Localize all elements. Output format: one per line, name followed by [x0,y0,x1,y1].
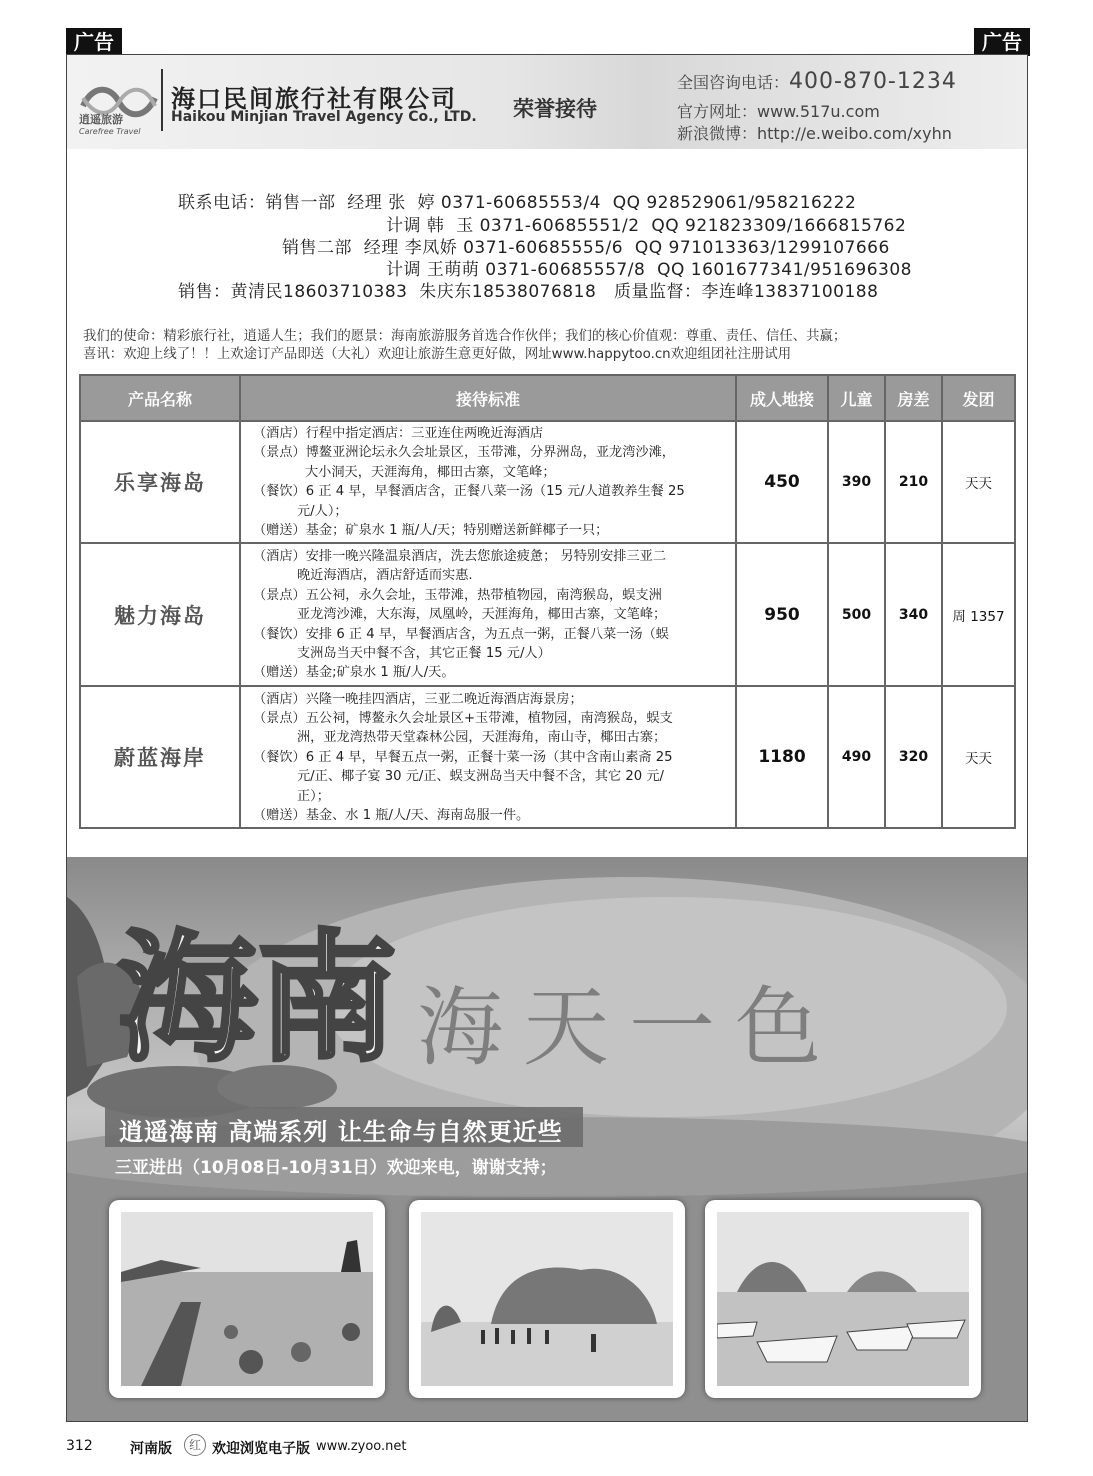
agency-name-cn: 海口民间旅行社有限公司 [171,85,457,113]
ad-label-left: 广告 [66,28,122,56]
product-name: 蔚蓝海岸 [80,686,240,828]
product-table [79,374,1016,829]
website: 官方网址：www.517u.com [677,102,880,121]
photo-boats-thumbnail [705,1200,981,1398]
product-description [240,421,736,543]
departure-schedule: 周 1357 [942,543,1015,686]
header-child-price: 儿童 [828,375,885,421]
header-room-diff: 房差 [885,375,942,421]
desc-line: （酒店）安排一晚兴隆温泉酒店，洗去您旅途疲惫； 另特别安排三亚二 [253,549,667,565]
page-number: 312 [66,1438,93,1454]
photo-coast-thumbnail [109,1200,385,1398]
photo-rocks-thumbnail [409,1200,685,1398]
desc-line: 洲，亚龙湾热带天堂森林公园，天涯海角，南山寺，椰田古寨； [297,730,667,746]
promo-dates: 三亚进出（10月08日-10月31日）欢迎来电，谢谢支持； [115,1158,557,1178]
adult-price: 950 [736,543,828,686]
header-product-name: 产品名称 [80,375,240,421]
child-price: 490 [828,686,885,828]
desc-line: （景点）五公祠，永久会址，玉带滩，热带植物园，南湾猴岛，蜈支洲 [253,587,662,603]
contact-line: 销售二部 经理 李凤娇 0371-60685555/6 QQ 971013363/1299107666 [282,238,890,258]
contact-line: 计调 王萌萌 0371-60685557/8 QQ 1601677341/951696308 [386,260,912,280]
desc-line: 正）； [297,788,330,804]
header-adult-price: 成人地接 [736,375,828,421]
edition-label: 河南版 [130,1441,172,1457]
table-row [80,421,1015,543]
mission-statement: 我们的使命：精彩旅行社，逍遥人生；我们的愿景：海南旅游服务首选合作伙伴；我们的核心价值观：尊重、责任、信任、共赢； [83,329,847,344]
desc-line: （赠送）基金、水 1 瓶/人/天、海南岛服一件。 [253,807,530,823]
desc-line: 元/人）； [297,503,348,519]
contact-line: 销售：黄清民18603710383 朱庆东18538076818 质量监督：李连峰13837100188 [178,282,879,302]
news-line: 喜讯：欢迎上线了！！上欢途订产品即送（大礼）欢迎让旅游生意更好做，网址www.happytoo.cn欢迎组团社注册试用 [83,347,792,362]
desc-line: 支洲岛当天中餐不含，其它正餐 15 元/人） [297,646,551,662]
logo-english-name: Carefree Travel [79,127,141,136]
desc-line: （餐饮）6 正 4 早，早餐酒店含，正餐八菜一汤（15 元/人道教养生餐 25 [253,484,685,500]
room-difference: 320 [885,686,942,828]
agency-name-en: Haikou Minjian Travel Agency Co., LTD. [171,109,477,125]
rock-inscription: 海天一色 [417,978,841,1078]
room-difference: 340 [885,543,942,686]
product-name: 乐享海岛 [80,421,240,543]
desc-line: （景点）五公祠，博鳌永久会址景区+玉带滩，植物园，南湾猴岛，蜈支 [253,710,673,726]
desc-line: （景点）博鳌亚洲论坛永久会址景区，玉带滩，分界洲岛，亚龙湾沙滩， [253,445,675,461]
footer-website-link[interactable]: www.zyoo.net [316,1439,407,1454]
product-name: 魅力海岛 [80,543,240,686]
contact-line: 计调 韩 玉 0371-60685551/2 QQ 921823309/1666815762 [386,216,907,236]
ad-label-right: 广告 [974,28,1030,56]
product-description [240,686,736,828]
desc-line: 大小洞天，天涯海角，椰田古寨，文笔峰； [305,464,556,480]
departure-schedule: 天天 [942,421,1015,543]
desc-line: 晚近海酒店，酒店舒适而实惠. [297,568,473,584]
agency-banner [67,55,1027,149]
hotline [677,69,957,94]
hotline-number: 400-870-1234 [789,69,957,94]
desc-line: （酒店）兴隆一晚挂四酒店，三亚二晚近海酒店海景房； [253,691,583,707]
child-price: 390 [828,421,885,543]
contact-line: 联系电话：销售一部 经理 张 婷 0371-60685553/4 QQ 928529061/958216222 [178,193,857,213]
desc-line: （餐饮）6 正 4 早，早餐五点一粥，正餐十菜一汤（其中含南山素斋 25 [253,749,673,765]
room-difference: 210 [885,421,942,543]
promo-slogan: 逍遥海南 高端系列 让生命与自然更近些 [119,1118,563,1146]
promo-big-title: 海南 [117,917,398,1081]
logo-chinese-name: 逍遥旅游 [79,113,123,126]
header-departure: 发团 [942,375,1015,421]
footer-welcome: 欢迎浏览电子版 [212,1441,310,1457]
hainan-promo-image [67,857,1027,1421]
boats-beach-photo [717,1212,969,1386]
beach-rocks-photo [421,1212,673,1386]
table-row [80,686,1015,828]
edition-badge-icon: 红 [184,1434,206,1456]
table-row [80,543,1015,686]
header-standard: 接待标准 [240,375,736,421]
desc-line: 亚龙湾沙滩，大东海，凤凰岭，天涯海角，椰田古寨，文笔峰； [297,607,667,623]
weibo: 新浪微博：http://e.weibo.com/xyhn [677,124,952,143]
child-price: 500 [828,543,885,686]
desc-line: 元/正、椰子宴 30 元/正、蜈支洲岛当天中餐不含，其它 20 元/ [297,769,664,785]
desc-line: （赠送）基金;矿泉水 1 瓶/人/天。 [253,665,455,681]
coastline-photo [121,1212,373,1386]
hotline-label: 全国咨询电话： [677,73,790,92]
adult-price: 450 [736,421,828,543]
banner-divider [161,69,163,131]
desc-line: （赠送）基金；矿泉水 1 瓶/人/天；特别赠送新鲜椰子一只； [253,523,609,539]
departure-schedule: 天天 [942,686,1015,828]
desc-line: （餐饮）安排 6 正 4 早，早餐酒店含，为五点一粥，正餐八菜一汤（蜈 [253,626,669,642]
table-header-row [80,375,1015,421]
adult-price: 1180 [736,686,828,828]
product-description [240,543,736,686]
honor-label: 荣誉接待 [513,97,597,121]
desc-line: （酒店）行程中指定酒店：三亚连住两晚近海酒店 [253,426,544,441]
